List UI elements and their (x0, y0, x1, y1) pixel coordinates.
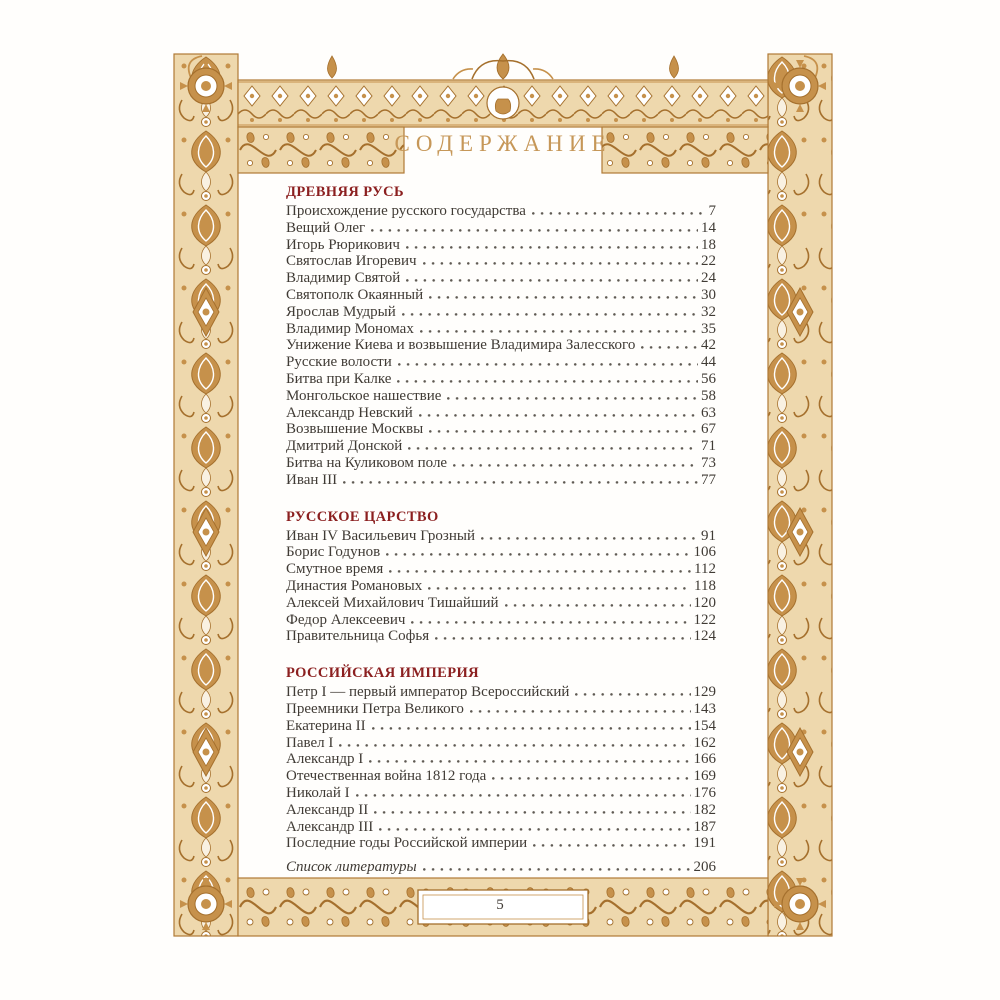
toc-leader-dots (420, 321, 698, 333)
toc-leader-dots (423, 253, 698, 265)
toc-entry-page: 67 (701, 421, 716, 438)
toc-leader-dots (505, 595, 691, 607)
toc-entry (286, 735, 716, 752)
toc-entry (286, 220, 716, 237)
toc-entry-page: 91 (701, 527, 716, 544)
toc-leader-dots (429, 287, 698, 299)
toc-entry-label: Владимир Мономах (286, 320, 414, 337)
toc-entry-label: Династия Романовых (286, 577, 423, 594)
toc-leader-dots (411, 612, 690, 624)
toc-leader-dots (453, 455, 698, 467)
toc-entry-label: Борис Годунов (286, 544, 381, 561)
toc-leader-dots (641, 337, 698, 349)
toc-entry-label: Екатерина II (286, 717, 366, 734)
toc-entry-page: 106 (693, 544, 716, 561)
toc-entry (286, 237, 716, 254)
toc-leader-dots (386, 544, 690, 556)
toc-leader-dots (343, 472, 698, 484)
toc-leader-dots (428, 578, 691, 590)
bibliography-label: Список литературы (286, 859, 417, 876)
toc-entry-label: Александр III (286, 818, 374, 835)
toc-entry-label: Иван IV Васильевич Грозный (286, 527, 475, 544)
toc-entry (286, 628, 716, 645)
toc-entry (286, 544, 716, 561)
toc-leader-dots (533, 835, 690, 847)
toc-entry-page: 124 (693, 628, 716, 645)
toc-entry-page: 143 (693, 700, 716, 717)
toc-entry (286, 768, 716, 785)
toc-entry-page: 58 (701, 387, 716, 404)
toc-entry-page: 73 (701, 454, 716, 471)
toc-entry-label: Алексей Михайлович Тишайший (286, 594, 499, 611)
toc-entry-page: 176 (693, 784, 716, 801)
toc-entry-page: 71 (701, 438, 716, 455)
toc-leader-dots (423, 859, 691, 871)
toc-entry-page: 24 (701, 270, 716, 287)
toc-entry (286, 819, 716, 836)
toc-entry-page: 77 (701, 471, 716, 488)
toc-entry-label: Ярослав Мудрый (286, 303, 396, 320)
toc-entry (286, 388, 716, 405)
toc-entry-page: 56 (701, 370, 716, 387)
toc-leader-dots (398, 354, 698, 366)
toc-entry-page: 7 (708, 203, 716, 219)
toc-entry (286, 785, 716, 802)
toc-entry-label: Возвышение Москвы (286, 421, 424, 438)
toc-leader-dots (372, 718, 691, 730)
toc-entry-page: 120 (693, 594, 716, 611)
toc-entry (286, 701, 716, 718)
toc-entry-page: 18 (701, 236, 716, 253)
toc-entry-page: 112 (694, 561, 716, 578)
toc-entry-page: 22 (701, 253, 716, 270)
toc-entry (286, 253, 716, 270)
toc-entry-label: Дмитрий Донской (286, 438, 403, 455)
bibliography-page: 206 (693, 859, 716, 876)
toc-entry (286, 321, 716, 338)
toc-leader-dots (492, 768, 690, 780)
toc-leader-dots (419, 405, 698, 417)
toc-entry-label: Павел I (286, 734, 334, 751)
toc-entry-label: Николай I (286, 784, 350, 801)
toc-leader-dots (379, 819, 690, 831)
toc-section (286, 665, 716, 852)
toc-entry (286, 718, 716, 735)
toc-entry-page: 182 (693, 801, 716, 818)
toc-leader-dots (374, 802, 690, 814)
toc-leader-dots (406, 270, 698, 282)
toc-entry-label: Святополк Окаянный (286, 286, 424, 303)
toc-leader-dots (429, 421, 698, 433)
toc-entry-label: Происхождение русского государства (286, 203, 526, 219)
toc-section (286, 509, 716, 646)
toc-entry-label: Русские волости (286, 354, 392, 371)
toc-entry (286, 203, 716, 220)
toc-entry-page: 32 (701, 303, 716, 320)
toc-entry-page: 187 (693, 818, 716, 835)
toc-entry (286, 455, 716, 472)
toc-leader-dots (447, 388, 698, 400)
toc-entry-page: 30 (701, 286, 716, 303)
toc-entry (286, 438, 716, 455)
toc-entry (286, 835, 716, 852)
toc-entry-page: 129 (693, 684, 716, 701)
toc-entry-page: 169 (693, 768, 716, 785)
toc-entry-label: Монгольское нашествие (286, 387, 442, 404)
toc-leader-dots (470, 701, 691, 713)
toc-leader-dots (356, 785, 691, 797)
table-of-contents (286, 184, 716, 876)
toc-leader-dots (406, 237, 698, 249)
toc-entry-label: Иван III (286, 471, 338, 488)
toc-entry (286, 337, 716, 354)
vase-medallion-icon (487, 87, 519, 119)
toc-entry-label: Святослав Игоревич (286, 253, 417, 270)
toc-entry-label: Александр I (286, 751, 364, 768)
toc-entry-page: 44 (701, 354, 716, 371)
toc-entry-label: Преемники Петра Великого (286, 700, 464, 717)
toc-entry (286, 472, 716, 489)
toc-entry (286, 405, 716, 422)
toc-entry-label: Петр I — первый император Всероссийский (286, 684, 570, 701)
toc-entry (286, 751, 716, 768)
floral-crest-icon (453, 54, 553, 79)
toc-leader-dots (339, 735, 690, 747)
toc-entry-label: Игорь Рюрикович (286, 236, 400, 253)
toc-entry (286, 371, 716, 388)
toc-entry (286, 528, 716, 545)
toc-section (286, 184, 716, 489)
toc-entry (286, 304, 716, 321)
toc-entry (286, 421, 716, 438)
section-header: РОССИЙСКАЯ ИМПЕРИЯ (286, 665, 480, 682)
toc-entry-label: Федор Алексеевич (286, 611, 406, 628)
toc-entry-page: 162 (693, 734, 716, 751)
toc-entry-label: Александр II (286, 801, 369, 818)
toc-entry-label: Владимир Святой (286, 270, 401, 287)
toc-entry-label: Унижение Киева и возвышение Владимира Залесского (286, 337, 636, 354)
toc-entry (286, 612, 716, 629)
toc-entry-label: Битва при Калке (286, 370, 392, 387)
toc-entry-page: 118 (694, 577, 716, 594)
toc-entry-label: Правительница Софья (286, 628, 430, 645)
toc-entry-label: Битва на Куликовом поле (286, 454, 448, 471)
toc-leader-dots (435, 628, 690, 640)
toc-leader-dots (389, 561, 691, 573)
toc-leader-dots (575, 684, 690, 696)
toc-leader-dots (397, 371, 698, 383)
toc-entry-label: Вещий Олег (286, 219, 366, 236)
toc-entry-page: 42 (701, 337, 716, 354)
toc-entry-label: Смутное время (286, 561, 384, 578)
toc-entry-page: 166 (693, 751, 716, 768)
toc-entry-page: 14 (701, 219, 716, 236)
toc-entry (286, 561, 716, 578)
toc-entry (286, 287, 716, 304)
toc-leader-dots (532, 203, 706, 215)
toc-entry-page: 191 (693, 835, 716, 852)
toc-leader-dots (369, 751, 690, 763)
toc-leader-dots (481, 528, 698, 540)
toc-entry-label: Александр Невский (286, 404, 413, 421)
toc-entry-label: Последние годы Российской империи (286, 835, 528, 852)
toc-entry-page: 35 (701, 320, 716, 337)
toc-entry-page: 154 (693, 717, 716, 734)
toc-entry (286, 270, 716, 287)
toc-entry (286, 684, 716, 701)
section-header: ДРЕВНЯЯ РУСЬ (286, 184, 405, 200)
page-title: СОДЕРЖАНИЕ (394, 131, 612, 156)
toc-entry-page: 122 (693, 611, 716, 628)
toc-entry (286, 802, 716, 819)
toc-entry (286, 595, 716, 612)
toc-leader-dots (402, 304, 698, 316)
toc-entry (286, 354, 716, 371)
toc-entry-label: Отечественная война 1812 года (286, 768, 487, 785)
page-number: 5 (496, 897, 504, 913)
toc-entry (286, 578, 716, 595)
section-header: РУССКОЕ ЦАРСТВО (286, 508, 439, 525)
bibliography-entry (286, 859, 716, 876)
toc-leader-dots (408, 438, 698, 450)
toc-entry-page: 63 (701, 404, 716, 421)
toc-leader-dots (371, 220, 698, 232)
